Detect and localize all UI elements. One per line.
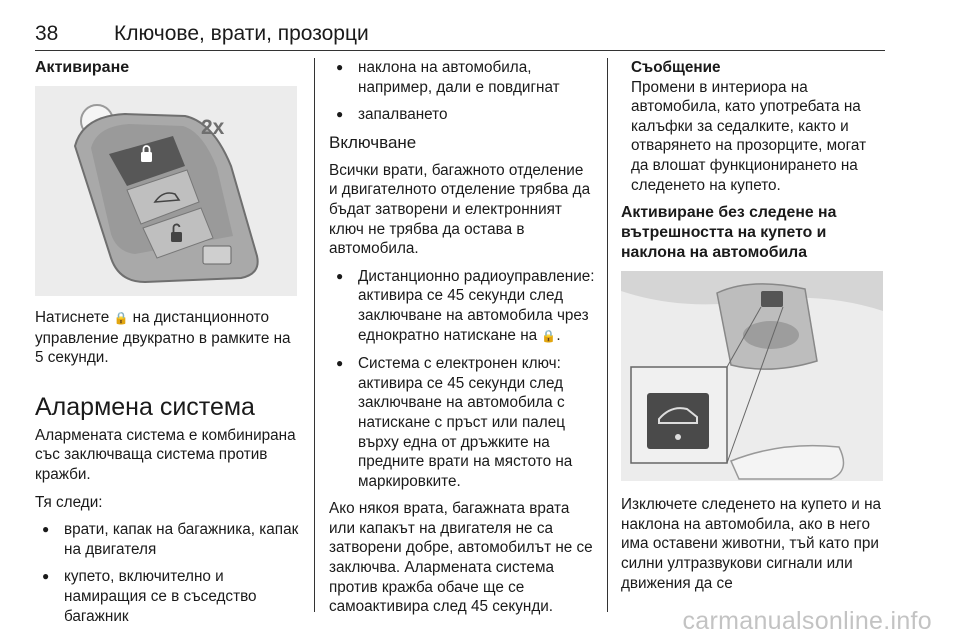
column-divider-2 (607, 58, 608, 612)
list-item: ● Дистанционно радиоуправление: активира се 45 секунди след заключване на автомобила чрез еднократно натискане на 🔒. (329, 267, 595, 346)
monitoring-off-button (647, 393, 709, 449)
console-lamp (743, 321, 799, 349)
monitors-paragraph: Тя следи: (35, 493, 103, 511)
list-item: ● купето, включително и намиращия се в съседство багажник (35, 567, 303, 626)
list-item: ● запалването (329, 105, 595, 125)
remote-key-illustration (35, 86, 297, 296)
note-text: Промени в интериора на автомобила, като употребата на калъфки за седалките, както и отварянето на прозорците, могат да влошат функционирането на следенето на купето. (631, 78, 867, 194)
alarm-intro-paragraph: Алармената система е комбинирана със заключваща система против кражби. (35, 426, 296, 483)
activation-heading: Активиране (35, 59, 130, 76)
list-item: ● Система с електронен ключ: активира се 45 секунди след заключване на автомобила с натискане с пръст или палец върху една от дръжките на предните врати на мястото на маркировките. (329, 354, 595, 491)
interior-monitoring-button-figure (621, 271, 883, 481)
list-item: ● врати, капак на багажника, капак на двигателя (35, 520, 303, 559)
alarm-system-title: Алармена система (35, 392, 255, 421)
note-box (621, 58, 885, 195)
watermark: carmanualsonline.info (682, 607, 932, 635)
switch-on-heading: Включване (329, 132, 417, 152)
monitored-items-list-continued (329, 58, 595, 125)
switch-on-paragraph: Всички врати, багажното отделение и двигателното отделение трябва да бъдат затворени и електронният ключ не трябва да остава в автомобила. (329, 161, 591, 258)
indicator-led (675, 434, 681, 440)
note-title: Съобщение (631, 59, 721, 76)
column-divider-1 (314, 58, 315, 612)
remote-key-figure (35, 86, 297, 296)
column-1 (35, 58, 303, 634)
page-number: 38 (35, 22, 59, 45)
lock-icon: 🔒 (113, 311, 129, 325)
rear-view-mirror (731, 446, 844, 479)
deactivate-monitoring-paragraph: Изключете следенето на купето и на наклона на автомобила, ако в него има оставени животни, тъй като при силни ултразвукови сигнали или движения да се (621, 496, 882, 592)
roof-console-illustration (621, 271, 883, 481)
page-title: Ключове, врати, прозорци (114, 22, 369, 45)
console-button (761, 291, 783, 307)
press-twice-label: 2x (201, 116, 225, 139)
key-fob-slot (203, 246, 231, 264)
door-not-closed-paragraph: Ако някоя врата, багажната врата или капакът на двигателя не са затворени добре, автомобилът не се заключва. Алармената система против кражба обаче ще се самоактивира след 45 секунди. (329, 500, 593, 616)
activation-methods-list (329, 267, 595, 492)
column-3 (621, 58, 885, 601)
column-2 (329, 58, 595, 625)
list-item: ● наклона на автомобила, например, дали е повдигнат (329, 58, 595, 97)
activation-paragraph: Натиснете 🔒 на дистанционното управление двукратно в рамките на 5 секунди. (35, 309, 291, 367)
monitored-items-list (35, 520, 303, 626)
lock-icon: 🔒 (541, 328, 557, 343)
page-header (35, 20, 885, 51)
activation-without-monitoring-heading: Активиране без следене на вътрешността на купето и наклона на автомобила (621, 204, 837, 262)
